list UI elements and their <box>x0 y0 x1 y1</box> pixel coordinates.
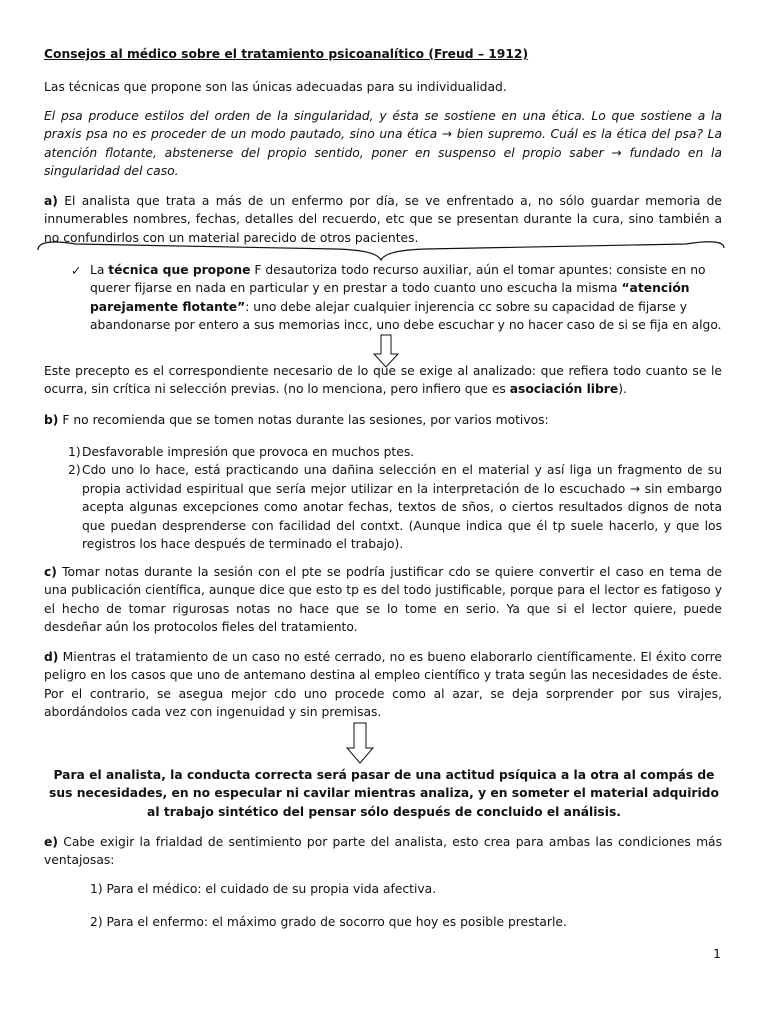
paragraph-c <box>44 563 722 637</box>
precepto-bold: asociación libre <box>509 382 619 397</box>
list-item-text: Desfavorable impresión que provoca en muchos ptes. <box>82 445 415 459</box>
large-down-arrow-icon <box>346 722 374 764</box>
bullet-text-3: : uno debe alejar cualquier injerencia cc sobre su capacidad de fijarse y abandonarse por entero a sus memorias incc, uno debe escuchar y no hacer caso de si se fija en algo. <box>90 299 722 333</box>
bullet-text-1: La <box>90 263 109 277</box>
intro-paragraph: Las técnicas que propone son las únicas adecuadas para su individualidad. <box>44 80 507 94</box>
precepto-text-2: ). <box>618 382 627 397</box>
text-d: Mientras el tratamiento de un caso no esté cerrado, no es bueno elaborarlo científicamente. El éxito corre peligro en los casos que uno de antemano destina al empleo científico y trata según las necesidades de éste. Por el contrario, se asegua mejor cdo uno procede como al azar, se deja sorprender por sus virajes, abordándolos cada vez con ingenuidad y sin premisas. <box>44 650 722 720</box>
text-c: Tomar notas durante la sesión con el pte se podría justificar cdo se quiere convertir el caso en tema de una publicación científica, aunque dice que esto tp es del todo justificable, porque para el lector es fatigoso y el hecho de tomar rigurosas notas no hace que se lo tome en serio. Ya que si el lector quiere, puede desdeñar aún los protocolos fieles del tratamiento. <box>44 565 722 635</box>
precepto-paragraph <box>44 362 722 399</box>
label-d: d) <box>44 650 59 664</box>
paragraph-e <box>44 833 722 870</box>
paragraph-b <box>44 411 722 429</box>
list-item <box>44 443 722 461</box>
e-item-1: 1) Para el médico: el cuidado de su propia vida afectiva. <box>90 882 437 896</box>
curly-brace-annotation <box>36 236 726 264</box>
label-c: c) <box>44 565 57 579</box>
check-mark-icon: ✓ <box>71 264 82 278</box>
label-a: a) <box>44 194 58 208</box>
reasons-list <box>44 443 722 553</box>
e-item-2: 2) Para el enfermo: el máximo grado de socorro que hoy es posible prestarle. <box>90 915 567 929</box>
italic-paragraph: El psa produce estilos del orden de la singularidad, y ésta se sostiene en una ética. Lo que sostiene a la praxis psa no es proceder de un modo pautado, sino una ética → bien supremo. Cuál es la ética del psa? La atención flotante, abstenerse del propio sentido, poner en suspenso el propio saber → fundado en la singularidad del caso. <box>44 109 722 179</box>
bullet-text-2: F desautoriza todo recurso auxiliar, aún el tomar apuntes: consiste en no querer fijarse en nada en particular y en prestar a todo cuanto uno escucha la misma <box>90 263 706 296</box>
conclusion-paragraph: Para el analista, la conducta correcta será pasar de una actitud psíquica a la otra al compás de sus necesidades, en no especular ni cavilar mientras analiza, y en someter el material adquirido al trabajo sintético del pensar sólo después de concluido el análisis. <box>49 768 719 819</box>
label-b: b) <box>44 413 59 427</box>
document-title: Consejos al médico sobre el tratamiento psicoanalítico (Freud – 1912) <box>44 47 529 61</box>
page-number: 1 <box>713 947 721 961</box>
list-item <box>44 461 722 553</box>
text-a: El analista que trata a más de un enfermo por día, se ve enfrentado a, no sólo guardar memoria de innumerables nombres, fechas, detalles del recuerdo, etc que se presentan durante la cura, sino también a no confundirlos con un material parecido de otros pacientes. <box>44 194 722 245</box>
bullet-paragraph <box>90 261 722 335</box>
precepto-text-1: Este precepto es el correspondiente necesario de lo que se exige al analizado: que refiera todo cuanto se le ocurra, sin crítica ni selección previas. (no lo menciona, pero infiero que es <box>44 364 722 397</box>
paragraph-d <box>44 648 722 722</box>
list-item-text: Cdo uno lo hace, está practicando una dañina selección en el material y así liga un fragmento de su propia actividad espiritual que sería mejor utilizar en la interpretación de lo escuchado → sin embargo acepta algunas excepciones como anotar fechas, textos de sños, o ciertos resultados dignos de nota que puedan desprenderse con facilidad del contxt. (Aunque indica que él tp suele hacerlo, y que los registros los hace después de terminado el trabajo). <box>82 463 722 552</box>
list-number: 2) <box>68 463 81 478</box>
list-number: 1) <box>68 445 81 459</box>
text-b: F no recomienda que se tomen notas durante las sesiones, por varios motivos: <box>62 413 549 427</box>
bullet-bold-1: técnica que propone <box>108 263 251 277</box>
text-e: Cabe exigir la frialdad de sentimiento por parte del analista, esto crea para ambas las condiciones más ventajosas: <box>44 835 722 868</box>
bullet-bold-2: “atención parejamente flotante” <box>90 281 690 314</box>
label-e: e) <box>44 835 58 849</box>
